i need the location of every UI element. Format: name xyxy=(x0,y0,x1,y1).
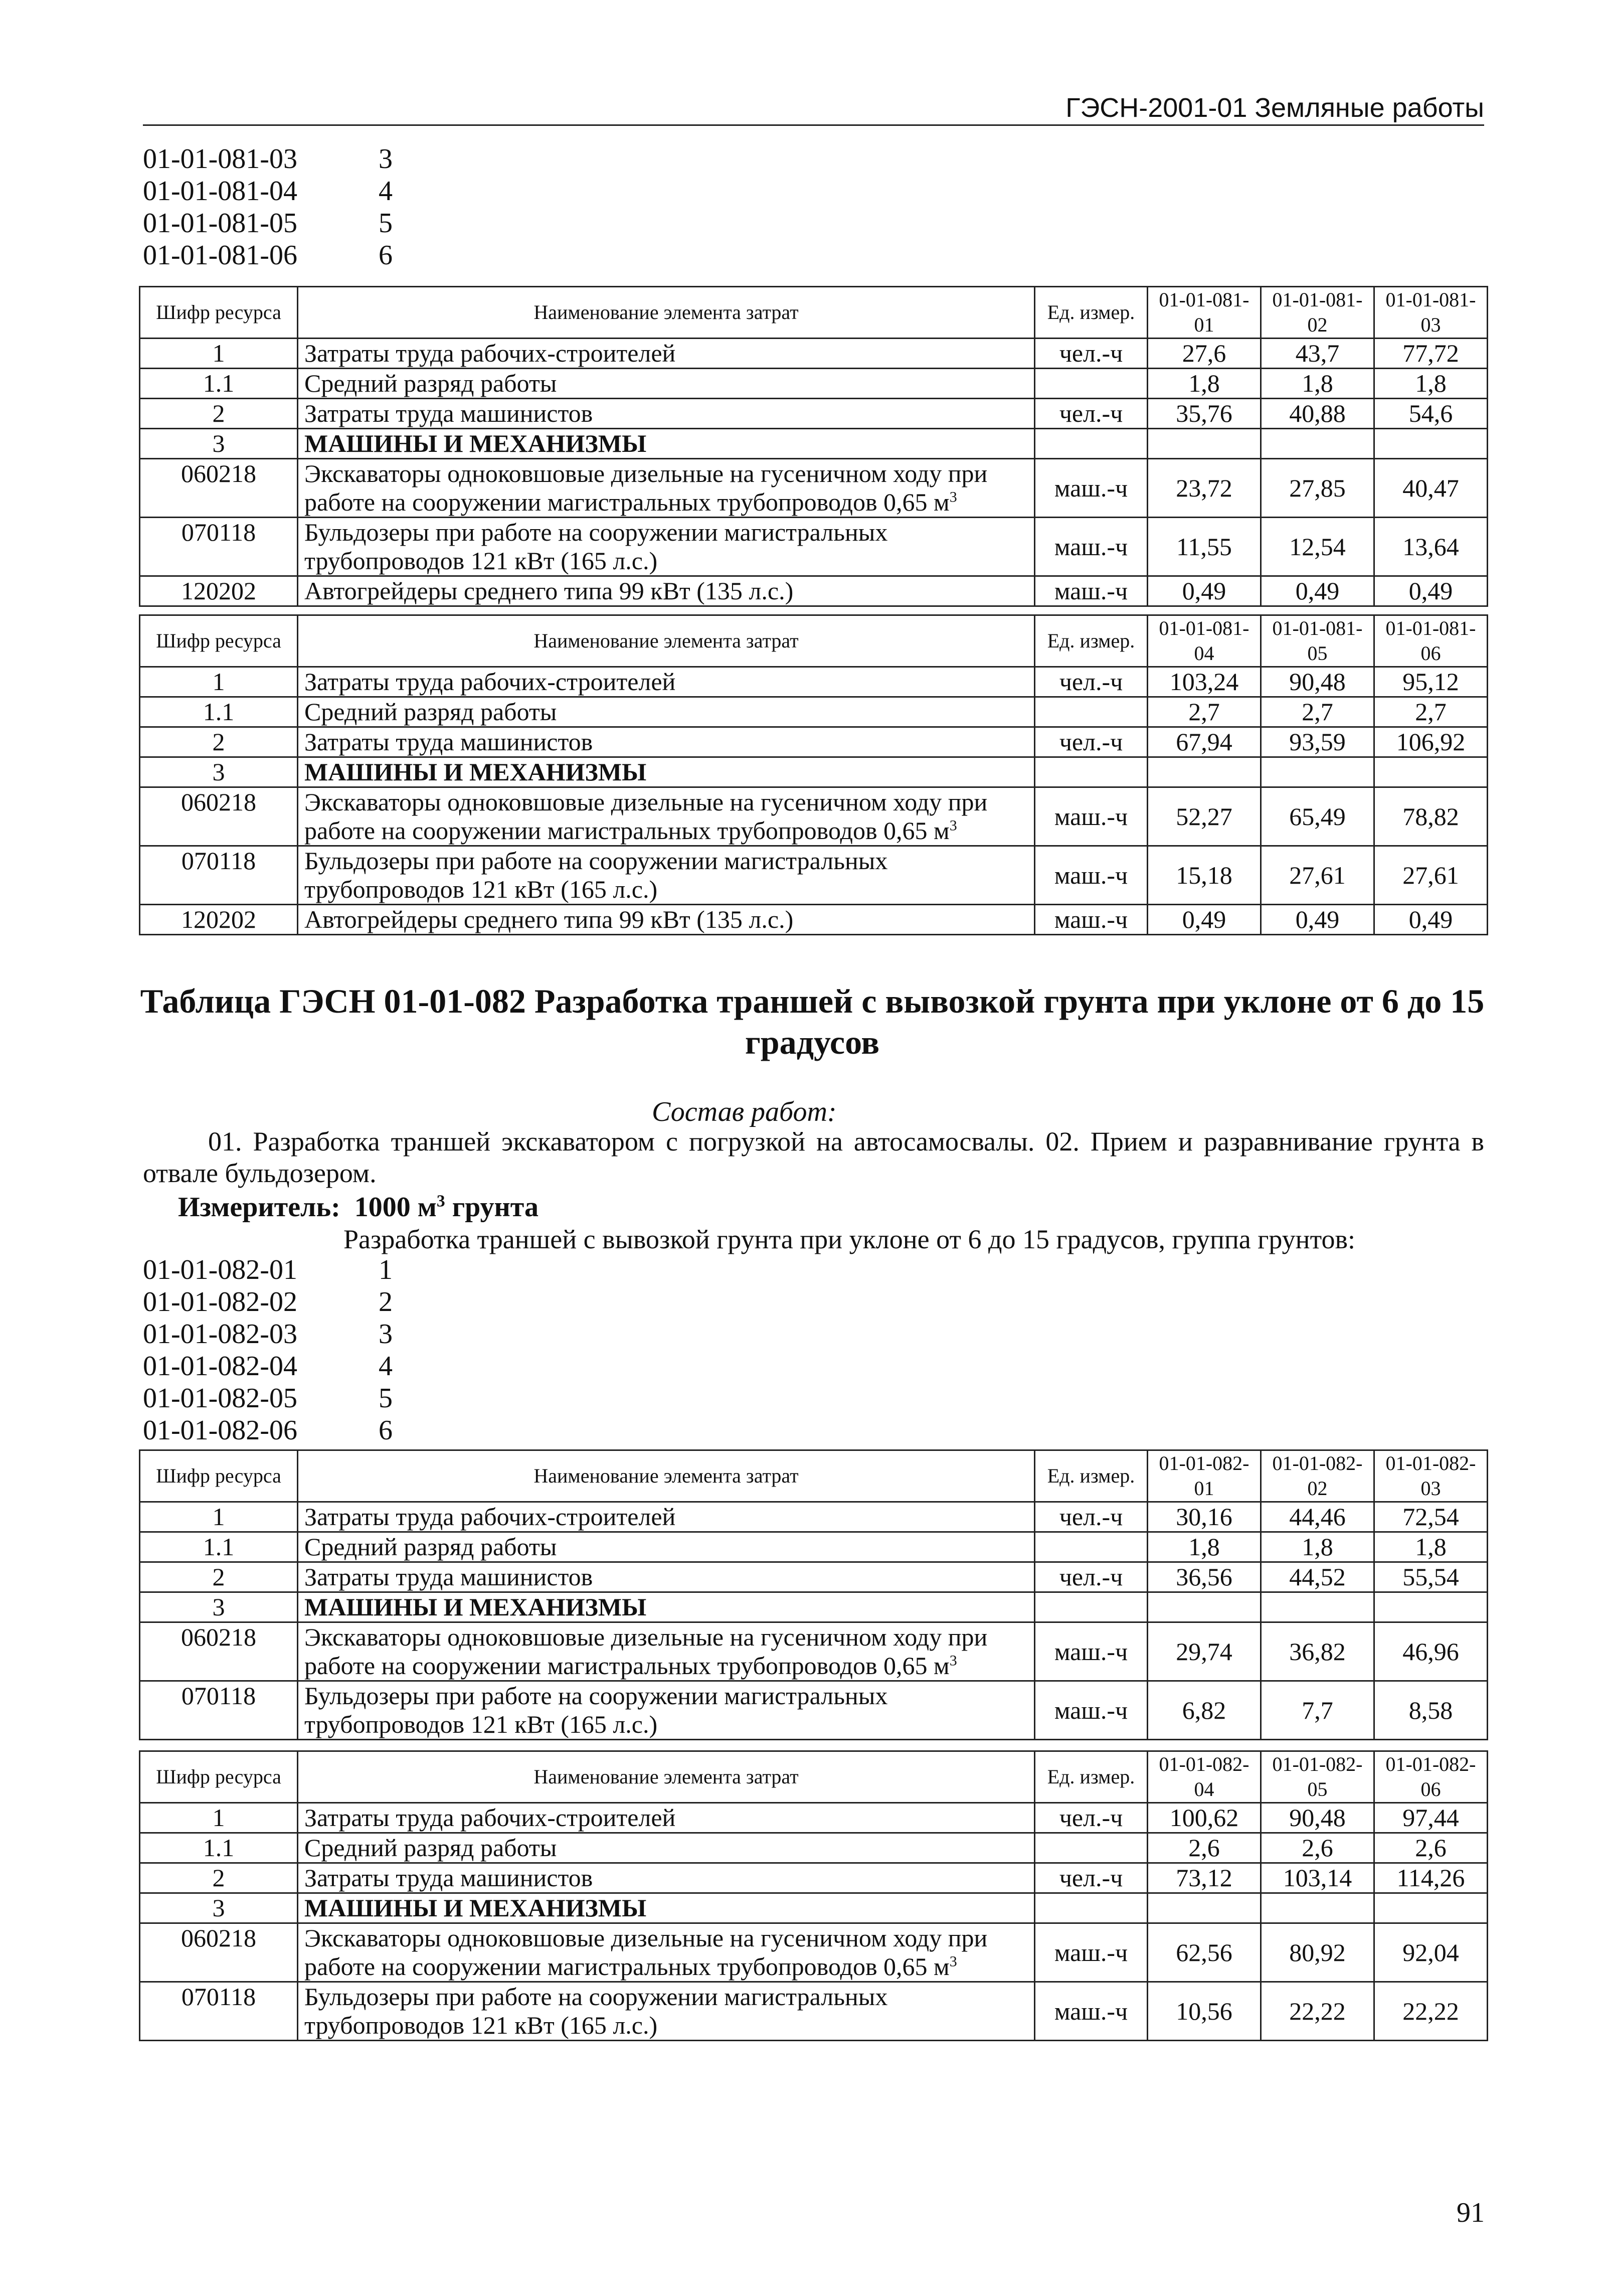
unit xyxy=(1035,1833,1148,1863)
code-row xyxy=(143,1286,594,1318)
soil-group: 4 xyxy=(379,176,393,207)
soil-group: 4 xyxy=(379,1351,393,1382)
code: 01-01-081-06 xyxy=(143,240,297,271)
value-cell: 27,61 xyxy=(1374,846,1488,905)
measure-tail: грунта xyxy=(445,1192,539,1223)
resource-name-text: Экскаваторы одноковшовые дизельные на гусеничном ходу при работе на сооружении магистральных трубопроводов 0,65 м xyxy=(304,1924,988,1981)
soil-group: 5 xyxy=(379,1383,393,1414)
unit xyxy=(1035,1532,1148,1562)
resource-name-text: Затраты труда машинистов xyxy=(304,1563,593,1591)
value-cell: 114,26 xyxy=(1374,1863,1488,1893)
table-row xyxy=(140,399,1488,429)
value-cell: 35,76 xyxy=(1148,399,1261,429)
value-cell: 1,8 xyxy=(1148,369,1261,399)
code: 01-01-082-05 xyxy=(143,1383,297,1414)
value-cell: 6,82 xyxy=(1148,1681,1261,1740)
resource-code: 060218 xyxy=(140,787,298,846)
resource-name xyxy=(298,369,1035,399)
value-cell: 77,72 xyxy=(1374,339,1488,369)
measure-value: 1000 м xyxy=(354,1192,437,1223)
value-cell: 36,82 xyxy=(1261,1622,1374,1681)
unit: маш.-ч xyxy=(1035,1622,1148,1681)
resource-name xyxy=(298,667,1035,697)
value-cell: 2,7 xyxy=(1261,697,1374,727)
top-code-list xyxy=(143,143,594,271)
value-cell xyxy=(1374,1592,1488,1622)
resource-name-text: МАШИНЫ И МЕХАНИЗМЫ xyxy=(304,429,647,457)
value-cell: 43,7 xyxy=(1261,339,1374,369)
header-unit: Ед. измер. xyxy=(1035,1751,1148,1803)
resource-table-082-b xyxy=(139,1750,1488,2041)
unit: чел.-ч xyxy=(1035,1502,1148,1532)
header-code: Шифр ресурса xyxy=(140,1751,298,1803)
table-row xyxy=(140,1863,1488,1893)
unit: чел.-ч xyxy=(1035,1562,1148,1592)
resource-name-sup: 3 xyxy=(949,1652,957,1669)
unit: чел.-ч xyxy=(1035,1863,1148,1893)
resource-name xyxy=(298,1982,1035,2041)
unit xyxy=(1035,1893,1148,1923)
code-row xyxy=(143,143,594,175)
resource-code: 060218 xyxy=(140,1622,298,1681)
resource-table-081-a xyxy=(139,286,1488,607)
code-row xyxy=(143,1254,594,1286)
value-cell: 10,56 xyxy=(1148,1982,1261,2041)
unit: чел.-ч xyxy=(1035,667,1148,697)
value-cell: 1,8 xyxy=(1148,1532,1261,1562)
value-cell: 0,49 xyxy=(1148,576,1261,606)
header-unit: Ед. измер. xyxy=(1035,1450,1148,1502)
header-rate-code: 01-01-081-06 xyxy=(1374,615,1488,667)
composition-heading: Состав работ: xyxy=(652,1096,837,1127)
value-cell: 2,6 xyxy=(1374,1833,1488,1863)
value-cell: 8,58 xyxy=(1374,1681,1488,1740)
resource-name-text: Бульдозеры при работе на сооружении магистральных трубопроводов 121 кВт (165 л.с.) xyxy=(304,1682,888,1738)
value-cell: 2,6 xyxy=(1148,1833,1261,1863)
resource-code: 1 xyxy=(140,1502,298,1532)
resource-name xyxy=(298,757,1035,787)
resource-table-082-a xyxy=(139,1449,1488,1740)
resource-name-text: Затраты труда рабочих-строителей xyxy=(304,1803,676,1832)
value-cell: 90,48 xyxy=(1261,1803,1374,1833)
header-rate-code: 01-01-082-05 xyxy=(1261,1751,1374,1803)
resource-name-text: Затраты труда рабочих-строителей xyxy=(304,339,676,367)
table-row xyxy=(140,1562,1488,1592)
resource-code: 2 xyxy=(140,727,298,757)
value-cell: 100,62 xyxy=(1148,1803,1261,1833)
unit: маш.-ч xyxy=(1035,787,1148,846)
value-cell: 29,74 xyxy=(1148,1622,1261,1681)
table-header-row xyxy=(140,1450,1488,1502)
value-cell xyxy=(1374,429,1488,459)
table-row xyxy=(140,1622,1488,1681)
table-row xyxy=(140,1982,1488,2041)
resource-name-text: Бульдозеры при работе на сооружении магистральных трубопроводов 121 кВт (165 л.с.) xyxy=(304,847,888,903)
header-rate-code: 01-01-081-04 xyxy=(1148,615,1261,667)
resource-code: 120202 xyxy=(140,905,298,935)
value-cell: 62,56 xyxy=(1148,1923,1261,1982)
resource-name xyxy=(298,1622,1035,1681)
unit xyxy=(1035,757,1148,787)
code: 01-01-082-06 xyxy=(143,1415,297,1446)
value-cell xyxy=(1261,429,1374,459)
code: 01-01-081-03 xyxy=(143,143,297,175)
table-row xyxy=(140,787,1488,846)
unit: маш.-ч xyxy=(1035,576,1148,606)
resource-code: 1.1 xyxy=(140,697,298,727)
table-row xyxy=(140,576,1488,606)
code-row xyxy=(143,1318,594,1350)
header-unit: Ед. измер. xyxy=(1035,615,1148,667)
value-cell: 106,92 xyxy=(1374,727,1488,757)
value-cell: 40,88 xyxy=(1261,399,1374,429)
resource-name xyxy=(298,905,1035,935)
value-cell: 27,85 xyxy=(1261,459,1374,518)
value-cell: 40,47 xyxy=(1374,459,1488,518)
resource-name xyxy=(298,1923,1035,1982)
resource-name-text: Средний разряд работы xyxy=(304,698,557,726)
resource-code: 1.1 xyxy=(140,369,298,399)
table-row xyxy=(140,727,1488,757)
resource-name-text: Затраты труда машинистов xyxy=(304,1864,593,1892)
value-cell: 95,12 xyxy=(1374,667,1488,697)
soil-group: 6 xyxy=(379,1415,393,1446)
value-cell: 65,49 xyxy=(1261,787,1374,846)
table-row xyxy=(140,429,1488,459)
unit xyxy=(1035,1592,1148,1622)
value-cell: 73,12 xyxy=(1148,1863,1261,1893)
value-cell: 12,54 xyxy=(1261,518,1374,576)
header-name: Наименование элемента затрат xyxy=(298,1450,1035,1502)
unit: чел.-ч xyxy=(1035,339,1148,369)
value-cell: 0,49 xyxy=(1148,905,1261,935)
resource-name xyxy=(298,1532,1035,1562)
resource-name-text: Экскаваторы одноковшовые дизельные на гусеничном ходу при работе на сооружении магистральных трубопроводов 0,65 м xyxy=(304,459,988,516)
table-row xyxy=(140,667,1488,697)
resource-code: 3 xyxy=(140,1893,298,1923)
page-number: 91 xyxy=(1457,2197,1485,2228)
composition-text: 01. Разработка траншей экскаватором с погрузкой на автосамосвалы. 02. Прием и разравнивание грунта в отвале бульдозером. xyxy=(143,1126,1484,1188)
header-code: Шифр ресурса xyxy=(140,287,298,339)
value-cell: 78,82 xyxy=(1374,787,1488,846)
code-row xyxy=(143,1382,594,1414)
value-cell xyxy=(1374,757,1488,787)
resource-code: 2 xyxy=(140,399,298,429)
resource-name-text: Средний разряд работы xyxy=(304,369,557,397)
code: 01-01-082-02 xyxy=(143,1286,297,1318)
value-cell xyxy=(1148,1592,1261,1622)
table-header-row xyxy=(140,1751,1488,1803)
value-cell: 1,8 xyxy=(1374,369,1488,399)
header-name: Наименование элемента затрат xyxy=(298,615,1035,667)
table-row xyxy=(140,518,1488,576)
soil-group: 6 xyxy=(379,240,393,271)
resource-name-text: МАШИНЫ И МЕХАНИЗМЫ xyxy=(304,758,647,786)
resource-code: 1 xyxy=(140,339,298,369)
value-cell: 72,54 xyxy=(1374,1502,1488,1532)
resource-name xyxy=(298,576,1035,606)
resource-name xyxy=(298,846,1035,905)
value-cell: 1,8 xyxy=(1374,1532,1488,1562)
unit: чел.-ч xyxy=(1035,399,1148,429)
measure-sup: 3 xyxy=(436,1192,445,1211)
table-title: Таблица ГЭСН 01-01-082 Разработка траншей с вывозкой грунта при уклоне от 6 до 15 градусов xyxy=(140,982,1485,1061)
value-cell: 11,55 xyxy=(1148,518,1261,576)
soil-group: 5 xyxy=(379,208,393,239)
unit: маш.-ч xyxy=(1035,1923,1148,1982)
table-row xyxy=(140,846,1488,905)
value-cell: 103,24 xyxy=(1148,667,1261,697)
page-header xyxy=(143,89,1484,126)
resource-name xyxy=(298,1681,1035,1740)
resource-name-text: МАШИНЫ И МЕХАНИЗМЫ xyxy=(304,1894,647,1922)
unit: маш.-ч xyxy=(1035,905,1148,935)
resource-name xyxy=(298,697,1035,727)
value-cell: 90,48 xyxy=(1261,667,1374,697)
value-cell: 23,72 xyxy=(1148,459,1261,518)
header-rate-code: 01-01-082-01 xyxy=(1148,1450,1261,1502)
soil-group: 1 xyxy=(379,1254,393,1285)
value-cell xyxy=(1261,757,1374,787)
resource-name-text: Бульдозеры при работе на сооружении магистральных трубопроводов 121 кВт (165 л.с.) xyxy=(304,518,888,575)
value-cell: 97,44 xyxy=(1374,1803,1488,1833)
resource-name xyxy=(298,787,1035,846)
soil-group: 3 xyxy=(379,1319,393,1350)
resource-code: 060218 xyxy=(140,1923,298,1982)
resource-name-text: Экскаваторы одноковшовые дизельные на гусеничном ходу при работе на сооружении магистральных трубопроводов 0,65 м xyxy=(304,1623,988,1680)
header-name: Наименование элемента затрат xyxy=(298,287,1035,339)
resource-code: 3 xyxy=(140,757,298,787)
header-rate-code: 01-01-082-06 xyxy=(1374,1751,1488,1803)
unit: маш.-ч xyxy=(1035,518,1148,576)
code-row xyxy=(143,175,594,207)
value-cell: 80,92 xyxy=(1261,1923,1374,1982)
resource-name xyxy=(298,399,1035,429)
header-rate-code: 01-01-082-02 xyxy=(1261,1450,1374,1502)
resource-name-text: МАШИНЫ И МЕХАНИЗМЫ xyxy=(304,1593,647,1621)
resource-name-text: Автогрейдеры среднего типа 99 кВт (135 л.с.) xyxy=(304,905,794,933)
header-code: Шифр ресурса xyxy=(140,615,298,667)
unit xyxy=(1035,429,1148,459)
value-cell: 67,94 xyxy=(1148,727,1261,757)
value-cell: 2,6 xyxy=(1261,1833,1374,1863)
resource-name-text: Затраты труда машинистов xyxy=(304,399,593,427)
value-cell: 27,61 xyxy=(1261,846,1374,905)
header-rate-code: 01-01-082-03 xyxy=(1374,1450,1488,1502)
value-cell: 46,96 xyxy=(1374,1622,1488,1681)
resource-code: 070118 xyxy=(140,846,298,905)
table-row xyxy=(140,1502,1488,1532)
unit: маш.-ч xyxy=(1035,1681,1148,1740)
resource-name-text: Затраты труда рабочих-строителей xyxy=(304,1503,676,1531)
table-row xyxy=(140,1893,1488,1923)
unit: маш.-ч xyxy=(1035,846,1148,905)
resource-name xyxy=(298,727,1035,757)
resource-name-text: Затраты труда машинистов xyxy=(304,728,593,756)
resource-code: 120202 xyxy=(140,576,298,606)
value-cell: 55,54 xyxy=(1374,1562,1488,1592)
mid-code-list xyxy=(143,1254,594,1446)
value-cell: 1,8 xyxy=(1261,369,1374,399)
table-row xyxy=(140,757,1488,787)
unit: маш.-ч xyxy=(1035,459,1148,518)
value-cell: 44,46 xyxy=(1261,1502,1374,1532)
resource-name-sup: 3 xyxy=(949,1953,957,1970)
value-cell: 0,49 xyxy=(1261,576,1374,606)
value-cell: 0,49 xyxy=(1374,905,1488,935)
table-row xyxy=(140,1532,1488,1562)
value-cell: 22,22 xyxy=(1261,1982,1374,2041)
resource-name-text: Средний разряд работы xyxy=(304,1834,557,1862)
resource-code: 1 xyxy=(140,1803,298,1833)
resource-code: 1 xyxy=(140,667,298,697)
unit: чел.-ч xyxy=(1035,1803,1148,1833)
value-cell xyxy=(1148,429,1261,459)
value-cell: 36,56 xyxy=(1148,1562,1261,1592)
value-cell xyxy=(1261,1893,1374,1923)
value-cell: 92,04 xyxy=(1374,1923,1488,1982)
table-header-row xyxy=(140,615,1488,667)
value-cell: 7,7 xyxy=(1261,1681,1374,1740)
resource-name-text: Затраты труда рабочих-строителей xyxy=(304,668,676,696)
resource-name xyxy=(298,1592,1035,1622)
code: 01-01-081-05 xyxy=(143,208,297,239)
table-row xyxy=(140,369,1488,399)
resource-name-sup: 3 xyxy=(949,488,957,506)
resource-code: 070118 xyxy=(140,518,298,576)
header-rate-code: 01-01-081-05 xyxy=(1261,615,1374,667)
resource-name-sup: 3 xyxy=(949,817,957,834)
measure xyxy=(178,1191,539,1223)
resource-code: 3 xyxy=(140,429,298,459)
table-row xyxy=(140,1923,1488,1982)
resource-code: 3 xyxy=(140,1592,298,1622)
value-cell: 103,14 xyxy=(1261,1863,1374,1893)
code: 01-01-082-04 xyxy=(143,1351,297,1382)
soil-group: 2 xyxy=(379,1286,393,1318)
resource-table-081-b xyxy=(139,614,1488,935)
code: 01-01-082-03 xyxy=(143,1319,297,1350)
unit xyxy=(1035,697,1148,727)
resource-name xyxy=(298,1863,1035,1893)
header-name: Наименование элемента затрат xyxy=(298,1751,1035,1803)
resource-code: 060218 xyxy=(140,459,298,518)
value-cell: 13,64 xyxy=(1374,518,1488,576)
value-cell: 0,49 xyxy=(1261,905,1374,935)
value-cell: 15,18 xyxy=(1148,846,1261,905)
resource-name-text: Средний разряд работы xyxy=(304,1533,557,1561)
table-row xyxy=(140,1592,1488,1622)
measure-label: Измеритель: xyxy=(178,1192,340,1223)
resource-name xyxy=(298,1893,1035,1923)
unit xyxy=(1035,369,1148,399)
table-row xyxy=(140,697,1488,727)
header-rate-code: 01-01-082-04 xyxy=(1148,1751,1261,1803)
resource-name-text: Автогрейдеры среднего типа 99 кВт (135 л.с.) xyxy=(304,577,794,605)
soil-group: 3 xyxy=(379,143,393,175)
value-cell xyxy=(1261,1592,1374,1622)
resource-name xyxy=(298,429,1035,459)
table-row xyxy=(140,1803,1488,1833)
value-cell xyxy=(1148,757,1261,787)
resource-name xyxy=(298,1562,1035,1592)
unit: маш.-ч xyxy=(1035,1982,1148,2041)
code: 01-01-082-01 xyxy=(143,1254,297,1285)
header-code: Шифр ресурса xyxy=(140,1450,298,1502)
value-cell: 93,59 xyxy=(1261,727,1374,757)
resource-name-text: Экскаваторы одноковшовые дизельные на гусеничном ходу при работе на сооружении магистральных трубопроводов 0,65 м xyxy=(304,788,988,845)
table-row xyxy=(140,1681,1488,1740)
value-cell: 0,49 xyxy=(1374,576,1488,606)
header-rate-code: 01-01-081-03 xyxy=(1374,287,1488,339)
header-unit: Ед. измер. xyxy=(1035,287,1148,339)
code-row xyxy=(143,207,594,239)
resource-name-text: Бульдозеры при работе на сооружении магистральных трубопроводов 121 кВт (165 л.с.) xyxy=(304,1983,888,2039)
value-cell: 2,7 xyxy=(1374,697,1488,727)
value-cell: 54,6 xyxy=(1374,399,1488,429)
resource-name xyxy=(298,1833,1035,1863)
resource-code: 2 xyxy=(140,1863,298,1893)
resource-code: 2 xyxy=(140,1562,298,1592)
header-rate-code: 01-01-081-01 xyxy=(1148,287,1261,339)
value-cell: 1,8 xyxy=(1261,1532,1374,1562)
value-cell: 2,7 xyxy=(1148,697,1261,727)
value-cell: 52,27 xyxy=(1148,787,1261,846)
table-row xyxy=(140,459,1488,518)
resource-name xyxy=(298,339,1035,369)
resource-code: 070118 xyxy=(140,1982,298,2041)
value-cell: 30,16 xyxy=(1148,1502,1261,1532)
resource-code: 1.1 xyxy=(140,1532,298,1562)
code-row xyxy=(143,1350,594,1382)
value-cell xyxy=(1374,1893,1488,1923)
table-row xyxy=(140,1833,1488,1863)
resource-name xyxy=(298,459,1035,518)
value-cell: 27,6 xyxy=(1148,339,1261,369)
intro-line: Разработка траншей с вывозкой грунта при уклоне от 6 до 15 градусов, группа грунтов: xyxy=(343,1224,1355,1254)
header-rate-code: 01-01-081-02 xyxy=(1261,287,1374,339)
code-row xyxy=(143,239,594,271)
value-cell: 44,52 xyxy=(1261,1562,1374,1592)
header-title: ГЭСН-2001-01 Земляные работы xyxy=(1065,93,1484,123)
resource-code: 1.1 xyxy=(140,1833,298,1863)
code-row xyxy=(143,1414,594,1446)
resource-name xyxy=(298,518,1035,576)
code: 01-01-081-04 xyxy=(143,176,297,207)
table-row xyxy=(140,905,1488,935)
resource-name xyxy=(298,1502,1035,1532)
table-row xyxy=(140,339,1488,369)
value-cell: 22,22 xyxy=(1374,1982,1488,2041)
value-cell xyxy=(1148,1893,1261,1923)
unit: чел.-ч xyxy=(1035,727,1148,757)
resource-code: 070118 xyxy=(140,1681,298,1740)
resource-name xyxy=(298,1803,1035,1833)
table-header-row xyxy=(140,287,1488,339)
